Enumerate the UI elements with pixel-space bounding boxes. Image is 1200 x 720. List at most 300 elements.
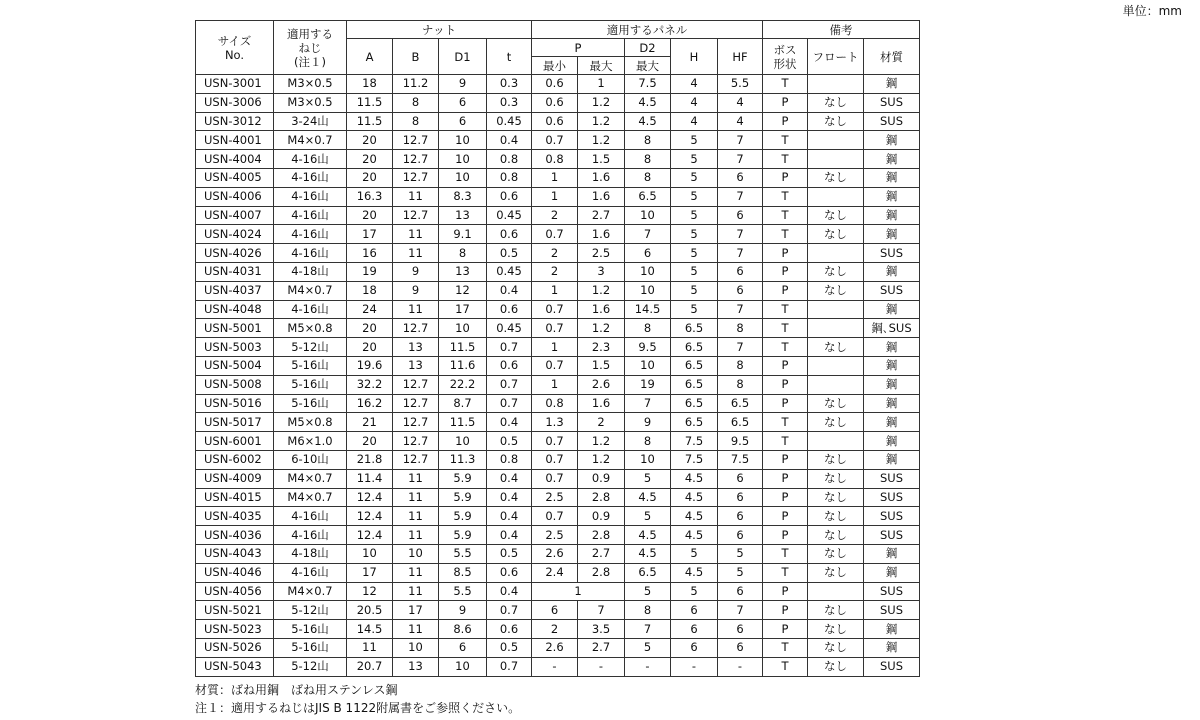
table-cell: 9 (393, 262, 439, 281)
table-cell: USN-5004 (196, 356, 274, 375)
table-cell: P (763, 526, 808, 545)
table-cell: 11 (393, 469, 439, 488)
note-screw: 注１：適用するねじはJIS B 1122附属書をご参照ください。 (195, 701, 521, 715)
table-cell: 12 (347, 582, 393, 601)
table-cell: 鋼 (864, 620, 920, 639)
table-cell: 2.8 (578, 488, 625, 507)
table-cell (808, 131, 864, 150)
table-cell: 8.3 (439, 187, 487, 206)
table-row (196, 507, 920, 526)
table-cell (808, 582, 864, 601)
table-cell: 2.6 (532, 544, 578, 563)
table-cell: 鋼 (864, 131, 920, 150)
table-cell: P (763, 450, 808, 469)
table-cell: なし (808, 168, 864, 187)
table-cell: 22.2 (439, 375, 487, 394)
table-cell: 32.2 (347, 375, 393, 394)
table-cell: 0.7 (532, 450, 578, 469)
table-row (196, 75, 920, 94)
table-cell: 20.7 (347, 657, 393, 676)
table-cell: 7 (718, 150, 763, 169)
table-cell: M6×1.0 (274, 432, 347, 451)
table-cell: 0.6 (532, 75, 578, 94)
table-cell: 11 (393, 488, 439, 507)
table-cell: 0.6 (532, 112, 578, 131)
table-cell: 鋼 (864, 450, 920, 469)
table-cell: 6 (718, 638, 763, 657)
table-cell: 11 (393, 507, 439, 526)
table-cell: 4-16山 (274, 507, 347, 526)
table-cell: なし (808, 657, 864, 676)
table-cell: 24 (347, 300, 393, 319)
table-cell: 鋼 (864, 75, 920, 94)
table-cell: 0.7 (532, 507, 578, 526)
table-cell: 12.4 (347, 507, 393, 526)
table-cell: 5 (718, 563, 763, 582)
table-cell: 8 (718, 375, 763, 394)
table-cell: 13 (439, 262, 487, 281)
table-cell: 0.9 (578, 507, 625, 526)
table-cell: 12.7 (393, 450, 439, 469)
notes (195, 681, 520, 717)
table-cell: 3 (578, 262, 625, 281)
table-row (196, 281, 920, 300)
table-cell: P (763, 93, 808, 112)
table-cell: 0.6 (487, 225, 532, 244)
table-cell: 10 (347, 544, 393, 563)
table-cell: M4×0.7 (274, 582, 347, 601)
table-row (196, 168, 920, 187)
table-cell: T (763, 150, 808, 169)
table-cell: P (763, 244, 808, 263)
table-cell: 8 (625, 432, 671, 451)
table-cell: 鋼 (864, 356, 920, 375)
table-cell: - (532, 657, 578, 676)
table-row (196, 338, 920, 357)
table-cell: 11.4 (347, 469, 393, 488)
table-cell: 20 (347, 338, 393, 357)
table-cell: M4×0.7 (274, 488, 347, 507)
table-cell: M5×0.8 (274, 319, 347, 338)
table-cell: 20 (347, 206, 393, 225)
table-cell: T (763, 131, 808, 150)
table-cell: 5 (625, 507, 671, 526)
table-cell: USN-4009 (196, 469, 274, 488)
table-cell: 鋼 (864, 225, 920, 244)
table-cell: 11 (347, 638, 393, 657)
table-cell: - (671, 657, 718, 676)
table-cell: なし (808, 225, 864, 244)
table-cell: 鋼 (864, 432, 920, 451)
table-cell (808, 300, 864, 319)
table-cell: USN-4031 (196, 262, 274, 281)
table-cell: 11 (393, 244, 439, 263)
table-cell: 鋼 (864, 168, 920, 187)
table-cell: 9.5 (718, 432, 763, 451)
table-cell: 0.8 (532, 394, 578, 413)
table-cell: 0.7 (487, 375, 532, 394)
table-cell: 9.1 (439, 225, 487, 244)
table-cell: 6-10山 (274, 450, 347, 469)
table-row (196, 93, 920, 112)
header-boss (763, 39, 808, 75)
table-cell: 20 (347, 432, 393, 451)
header-boss-line2: 形状 (773, 56, 797, 71)
table-cell: 4-16山 (274, 300, 347, 319)
table-cell: 7 (718, 225, 763, 244)
table-cell: 4.5 (671, 469, 718, 488)
table-cell: なし (808, 563, 864, 582)
table-cell: 8 (718, 319, 763, 338)
table-cell: SUS (864, 657, 920, 676)
table-cell: 1.5 (578, 150, 625, 169)
table-cell: 4.5 (671, 563, 718, 582)
table-cell: 鋼 (864, 544, 920, 563)
header-size-bottom: No. (224, 47, 245, 62)
table-cell: 5 (671, 262, 718, 281)
table-cell: USN-5043 (196, 657, 274, 676)
table-cell: なし (808, 526, 864, 545)
table-cell: 1.2 (578, 281, 625, 300)
table-cell: 1.6 (578, 225, 625, 244)
table-cell: 7.5 (625, 75, 671, 94)
table-cell: 10 (439, 432, 487, 451)
table-cell: 6.5 (671, 394, 718, 413)
table-cell: 0.4 (487, 488, 532, 507)
table-cell: USN-4026 (196, 244, 274, 263)
table-cell: 1 (532, 281, 578, 300)
table-cell: 6 (439, 112, 487, 131)
table-cell: 0.7 (532, 300, 578, 319)
table-cell: 7.5 (718, 450, 763, 469)
table-cell: 0.8 (487, 168, 532, 187)
table-cell: 19.6 (347, 356, 393, 375)
spec-table (195, 20, 920, 677)
table-cell: 1.3 (532, 413, 578, 432)
table-cell: 12.4 (347, 488, 393, 507)
table-row (196, 488, 920, 507)
table-cell: M4×0.7 (274, 131, 347, 150)
table-cell: 5-16山 (274, 356, 347, 375)
table-cell: - (578, 657, 625, 676)
table-cell: SUS (864, 582, 920, 601)
table-cell: 21 (347, 413, 393, 432)
table-cell: 0.7 (532, 432, 578, 451)
table-cell: 6 (625, 244, 671, 263)
table-cell: 17 (393, 601, 439, 620)
table-cell: 5-16山 (274, 394, 347, 413)
table-cell: 1 (532, 187, 578, 206)
table-cell: 9 (393, 281, 439, 300)
table-cell: 2.8 (578, 526, 625, 545)
table-cell: 0.7 (532, 319, 578, 338)
table-cell: 0.6 (532, 93, 578, 112)
header-remarks: 備考 (763, 21, 920, 39)
table-cell: 10 (439, 150, 487, 169)
table-cell: 10 (393, 544, 439, 563)
table-cell: USN-5023 (196, 620, 274, 639)
table-cell: 11 (393, 582, 439, 601)
header-material: 材質 (864, 39, 920, 75)
table-cell: 5 (671, 225, 718, 244)
table-cell: 12.7 (393, 413, 439, 432)
table-cell: 5 (625, 582, 671, 601)
table-cell: 0.5 (487, 544, 532, 563)
table-cell: 5-12山 (274, 657, 347, 676)
table-cell: P (763, 620, 808, 639)
table-cell: 12.7 (393, 206, 439, 225)
table-cell: 5-12山 (274, 338, 347, 357)
table-cell: T (763, 187, 808, 206)
table-cell: 10 (625, 206, 671, 225)
table-cell: 4-16山 (274, 150, 347, 169)
table-cell: 6 (718, 582, 763, 601)
table-cell: 5.9 (439, 526, 487, 545)
table-row (196, 244, 920, 263)
table-cell: 0.45 (487, 319, 532, 338)
table-cell: 5 (671, 582, 718, 601)
table-cell: P (763, 601, 808, 620)
table-cell: 5 (671, 168, 718, 187)
table-cell: 5-16山 (274, 375, 347, 394)
table-cell: 16.3 (347, 187, 393, 206)
table-row (196, 187, 920, 206)
table-cell: 0.7 (487, 601, 532, 620)
table-cell: T (763, 319, 808, 338)
table-cell: 2 (532, 620, 578, 639)
table-cell: 鋼 (864, 394, 920, 413)
table-cell: 6 (671, 638, 718, 657)
table-cell: 4.5 (625, 488, 671, 507)
table-row (196, 262, 920, 281)
table-cell: 4-16山 (274, 526, 347, 545)
table-cell: 鋼 (864, 150, 920, 169)
table-cell: T (763, 638, 808, 657)
table-cell: - (625, 657, 671, 676)
table-cell: 1.2 (578, 432, 625, 451)
table-cell: 7 (718, 131, 763, 150)
table-cell: 11 (393, 563, 439, 582)
table-cell: USN-5008 (196, 375, 274, 394)
table-cell: SUS (864, 601, 920, 620)
table-cell: 2.8 (578, 563, 625, 582)
table-cell: 2.4 (532, 563, 578, 582)
table-cell: 10 (625, 356, 671, 375)
table-cell: 5 (625, 469, 671, 488)
table-cell: 10 (439, 319, 487, 338)
table-cell: T (763, 544, 808, 563)
table-cell: 0.5 (487, 244, 532, 263)
table-cell (808, 244, 864, 263)
table-cell: なし (808, 262, 864, 281)
table-cell: T (763, 338, 808, 357)
table-cell: 鋼 (864, 563, 920, 582)
table-cell: なし (808, 601, 864, 620)
table-cell: 3.5 (578, 620, 625, 639)
table-cell: 19 (347, 262, 393, 281)
header-p-max: 最大 (578, 57, 625, 75)
header-nut-b: B (393, 39, 439, 75)
table-cell: USN-5016 (196, 394, 274, 413)
table-cell: 2 (532, 206, 578, 225)
header-boss-line1: ボス (773, 42, 797, 57)
table-cell: 12.7 (393, 394, 439, 413)
table-cell: 9 (439, 601, 487, 620)
table-cell: 6 (718, 507, 763, 526)
table-cell: USN-5017 (196, 413, 274, 432)
table-cell: USN-4006 (196, 187, 274, 206)
table-cell: 6 (718, 281, 763, 300)
table-cell: 4-16山 (274, 187, 347, 206)
table-cell: 8 (393, 112, 439, 131)
table-cell: 7 (625, 225, 671, 244)
table-cell: 11.5 (347, 93, 393, 112)
table-cell: 0.7 (532, 356, 578, 375)
unit-label: 単位：mm (1122, 4, 1182, 18)
table-cell: 6 (671, 620, 718, 639)
table-cell: なし (808, 206, 864, 225)
table-cell: 4-16山 (274, 206, 347, 225)
table-cell (808, 150, 864, 169)
table-cell: 6 (718, 206, 763, 225)
table-cell: 鋼 (864, 206, 920, 225)
table-cell: 13 (393, 356, 439, 375)
table-cell: 鋼 (864, 187, 920, 206)
table-cell: 鋼 (864, 375, 920, 394)
table-cell: 0.4 (487, 582, 532, 601)
table-cell: 0.45 (487, 112, 532, 131)
table-cell: SUS (864, 488, 920, 507)
table-row (196, 638, 920, 657)
table-cell: 4.5 (671, 488, 718, 507)
header-float: フロート (808, 39, 864, 75)
table-cell: なし (808, 544, 864, 563)
table-row (196, 432, 920, 451)
table-cell: 0.4 (487, 131, 532, 150)
table-cell: 5.9 (439, 507, 487, 526)
table-cell: 7 (718, 338, 763, 357)
table-cell (808, 375, 864, 394)
header-panel-d2: D2 (625, 39, 671, 57)
table-cell: P (763, 262, 808, 281)
table-cell: USN-4056 (196, 582, 274, 601)
table-cell: 6.5 (671, 319, 718, 338)
table-cell: 0.4 (487, 507, 532, 526)
table-cell: 8 (439, 244, 487, 263)
table-cell: 1.2 (578, 93, 625, 112)
table-cell: 4-16山 (274, 225, 347, 244)
table-cell: 0.7 (532, 225, 578, 244)
table-cell: 6 (718, 262, 763, 281)
table-cell: 鋼 (864, 338, 920, 357)
table-cell: 7 (625, 394, 671, 413)
table-row (196, 131, 920, 150)
table-cell: P (763, 168, 808, 187)
table-cell: 0.9 (578, 469, 625, 488)
table-cell: 2.3 (578, 338, 625, 357)
table-cell: USN-4035 (196, 507, 274, 526)
table-cell: 6.5 (671, 338, 718, 357)
table-cell: 20 (347, 150, 393, 169)
table-cell: 2.6 (578, 375, 625, 394)
table-cell: 10 (439, 168, 487, 187)
table-cell: 5.5 (718, 75, 763, 94)
table-cell: なし (808, 507, 864, 526)
table-cell: なし (808, 638, 864, 657)
table-cell: 11.6 (439, 356, 487, 375)
table-cell: 1 (578, 75, 625, 94)
table-cell: 9.5 (625, 338, 671, 357)
table-cell: なし (808, 620, 864, 639)
table-cell: 0.5 (487, 432, 532, 451)
table-cell: SUS (864, 469, 920, 488)
table-cell: なし (808, 338, 864, 357)
header-screw-line3: (注１) (294, 54, 326, 69)
table-cell: 10 (625, 262, 671, 281)
header-d2-max: 最大 (625, 57, 671, 75)
table-cell: 5 (671, 206, 718, 225)
table-cell: M4×0.7 (274, 281, 347, 300)
table-cell: 2.5 (578, 244, 625, 263)
table-cell (808, 432, 864, 451)
table-cell: なし (808, 450, 864, 469)
table-cell: 5 (671, 244, 718, 263)
table-cell: USN-6001 (196, 432, 274, 451)
header-screw (274, 21, 347, 75)
table-cell: SUS (864, 244, 920, 263)
table-cell: 10 (625, 281, 671, 300)
table-row (196, 300, 920, 319)
table-cell: 7.5 (671, 450, 718, 469)
table-row (196, 112, 920, 131)
table-cell: 11.2 (393, 75, 439, 94)
table-cell: 0.7 (487, 657, 532, 676)
table-cell: 5-16山 (274, 620, 347, 639)
table-cell: 7 (625, 620, 671, 639)
table-cell: USN-3006 (196, 93, 274, 112)
table-cell: 4.5 (625, 526, 671, 545)
table-cell: SUS (864, 507, 920, 526)
table-cell: 8 (625, 601, 671, 620)
table-cell: USN-4024 (196, 225, 274, 244)
table-row (196, 225, 920, 244)
table-cell: 0.45 (487, 206, 532, 225)
table-cell: 20 (347, 168, 393, 187)
table-cell: USN-6002 (196, 450, 274, 469)
table-cell: なし (808, 469, 864, 488)
table-row (196, 620, 920, 639)
table-cell: 5 (671, 150, 718, 169)
table-cell: - (718, 657, 763, 676)
header-panel-h: H (671, 39, 718, 75)
table-cell: 1 (532, 375, 578, 394)
table-cell: 6.5 (671, 413, 718, 432)
table-cell: 5 (671, 131, 718, 150)
table-cell: 17 (347, 225, 393, 244)
table-cell: T (763, 225, 808, 244)
table-row (196, 150, 920, 169)
table-cell: USN-5001 (196, 319, 274, 338)
table-cell: 21.8 (347, 450, 393, 469)
table-cell: 2 (532, 262, 578, 281)
table-cell: 4 (718, 93, 763, 112)
table-cell: 11 (393, 620, 439, 639)
table-row (196, 582, 920, 601)
table-row (196, 601, 920, 620)
table-cell: T (763, 206, 808, 225)
table-cell: 8.6 (439, 620, 487, 639)
table-cell: 4 (671, 112, 718, 131)
